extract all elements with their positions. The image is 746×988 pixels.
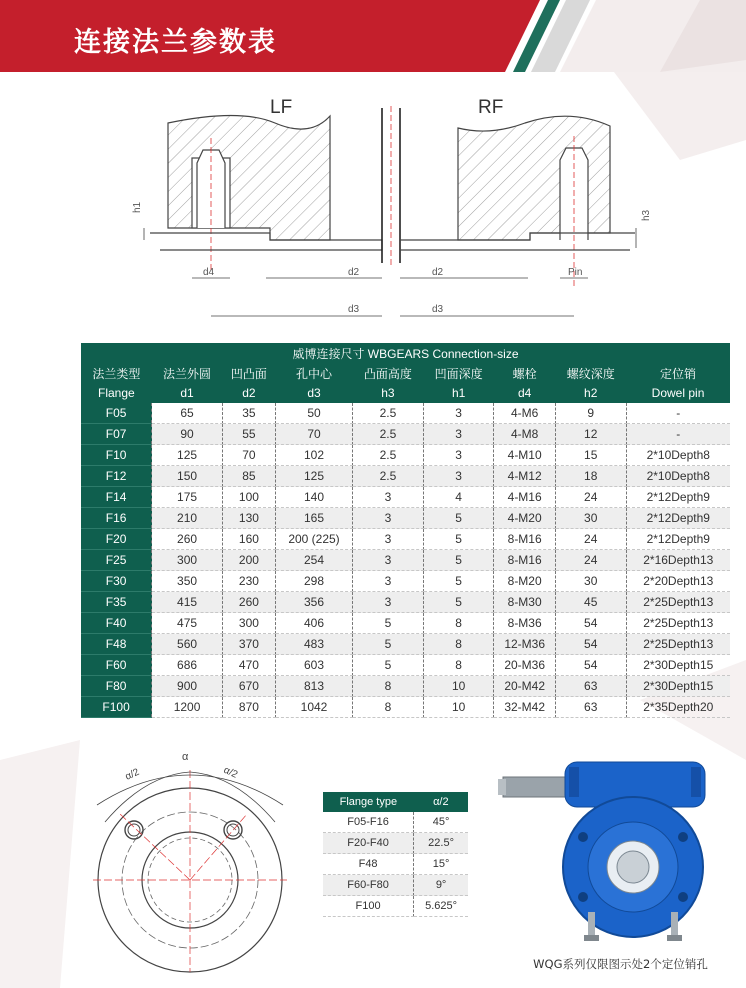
table-cell: 300 xyxy=(152,550,223,571)
table-cell: 150 xyxy=(152,466,223,487)
header-en: d1 xyxy=(152,383,223,403)
header-en: h1 xyxy=(423,383,494,403)
header-cn: 定位销 xyxy=(626,363,730,383)
table-cell: 298 xyxy=(275,571,352,592)
page-title: 连接法兰参数表 xyxy=(74,27,277,58)
table-cell: 670 xyxy=(222,676,275,697)
table-cell: 3 xyxy=(353,592,424,613)
table-cell: 24 xyxy=(555,550,626,571)
table-cell: 130 xyxy=(222,508,275,529)
table-cell: 8 xyxy=(353,676,424,697)
d2-left-label: d2 xyxy=(348,267,360,278)
table-cell: 300 xyxy=(222,613,275,634)
table-cell: 260 xyxy=(152,529,223,550)
table-cell: 30 xyxy=(555,508,626,529)
table-row xyxy=(81,613,730,634)
table-cell: 5 xyxy=(353,655,424,676)
table-row xyxy=(81,445,730,466)
table-cell: 350 xyxy=(152,571,223,592)
table-row xyxy=(81,592,730,613)
table-cell: 5 xyxy=(423,592,494,613)
table-cell: 2*16Depth13 xyxy=(626,550,730,571)
d2-right-label: d2 xyxy=(432,267,444,278)
flange-type-cell: F07 xyxy=(81,424,152,445)
angle-cell: F100 xyxy=(323,896,414,917)
header-cn: 法兰类型 xyxy=(81,363,152,383)
table-cell: 70 xyxy=(275,424,352,445)
header-en: Dowel pin xyxy=(626,383,730,403)
table-cell: 560 xyxy=(152,634,223,655)
table-cell: 2*12Depth9 xyxy=(626,487,730,508)
header-cn: 凹凸面 xyxy=(222,363,275,383)
table-cell: 2*25Depth13 xyxy=(626,592,730,613)
table-cell: 102 xyxy=(275,445,352,466)
angle-cell: F20-F40 xyxy=(323,833,414,854)
table-cell: 8 xyxy=(423,613,494,634)
header-en: h3 xyxy=(353,383,424,403)
table-cell: 2*20Depth13 xyxy=(626,571,730,592)
table-cell: 2*12Depth9 xyxy=(626,529,730,550)
header-cn: 凹面深度 xyxy=(423,363,494,383)
table-row xyxy=(81,676,730,697)
header-en: Flange xyxy=(81,383,152,403)
table-cell: 4 xyxy=(423,487,494,508)
table-cell: 24 xyxy=(555,487,626,508)
header-cn: 螺栓 xyxy=(494,363,555,383)
angle-cell: 22.5° xyxy=(414,833,468,854)
connection-size-table xyxy=(81,343,730,718)
table-cell: 813 xyxy=(275,676,352,697)
table-cell: 2.5 xyxy=(353,466,424,487)
table-cell: 50 xyxy=(275,403,352,424)
table-cell: 3 xyxy=(423,403,494,424)
table-cell: 55 xyxy=(222,424,275,445)
table-cell: 5 xyxy=(423,550,494,571)
table-row xyxy=(81,466,730,487)
table-cell: - xyxy=(626,424,730,445)
angle-cell: 15° xyxy=(414,854,468,875)
table-cell: 5 xyxy=(353,613,424,634)
table-cell: 3 xyxy=(423,445,494,466)
table-cell: 356 xyxy=(275,592,352,613)
table-cell: 8-M16 xyxy=(494,529,555,550)
alpha-label: α xyxy=(182,751,189,763)
table-cell: 3 xyxy=(353,508,424,529)
table-cell: 12-M36 xyxy=(494,634,555,655)
table-cell: 8 xyxy=(353,697,424,718)
table-cell: 2.5 xyxy=(353,424,424,445)
table-cell: 1042 xyxy=(275,697,352,718)
flange-cross-section-drawing xyxy=(130,88,650,333)
flange-angle-diagram xyxy=(75,750,305,975)
lf-label: LF xyxy=(270,97,293,118)
header-en: d4 xyxy=(494,383,555,403)
product-caption: WQG系列仅限图示处2个定位销孔 xyxy=(533,957,708,971)
table-cell: 8 xyxy=(423,655,494,676)
d3-right-label: d3 xyxy=(432,304,444,315)
table-row xyxy=(81,403,730,424)
table-cell: 5 xyxy=(353,634,424,655)
table-cell: 54 xyxy=(555,613,626,634)
table-row xyxy=(323,833,468,854)
table-cell: 8 xyxy=(423,634,494,655)
table-row xyxy=(323,812,468,833)
table-cell: 5 xyxy=(423,571,494,592)
table-cell: 3 xyxy=(353,571,424,592)
table-cell: - xyxy=(626,403,730,424)
rf-label: RF xyxy=(478,97,504,118)
table-cell: 370 xyxy=(222,634,275,655)
table-cell: 8-M30 xyxy=(494,592,555,613)
table-cell: 686 xyxy=(152,655,223,676)
table-cell: 603 xyxy=(275,655,352,676)
table-cell: 54 xyxy=(555,634,626,655)
table-cell: 24 xyxy=(555,529,626,550)
table-cell: 3 xyxy=(353,529,424,550)
table-cell: 8-M20 xyxy=(494,571,555,592)
flange-type-cell: F35 xyxy=(81,592,152,613)
table-row xyxy=(323,875,468,896)
table-row xyxy=(81,550,730,571)
table-cell: 2*25Depth13 xyxy=(626,634,730,655)
table-cell: 5 xyxy=(423,529,494,550)
table-cell: 470 xyxy=(222,655,275,676)
table-cell: 475 xyxy=(152,613,223,634)
angle-cell: 45° xyxy=(414,812,468,833)
table-cell: 2.5 xyxy=(353,403,424,424)
table-cell: 4-M6 xyxy=(494,403,555,424)
header-en: d3 xyxy=(275,383,352,403)
table-cell: 63 xyxy=(555,697,626,718)
table-cell: 125 xyxy=(275,466,352,487)
table-cell: 10 xyxy=(423,697,494,718)
table-title: 威博连接尺寸 WBGEARS Connection-size xyxy=(81,343,730,363)
angle-cell: 9° xyxy=(414,875,468,896)
table-cell: 3 xyxy=(423,466,494,487)
table-cell: 20-M36 xyxy=(494,655,555,676)
flange-type-cell: F40 xyxy=(81,613,152,634)
table-cell: 260 xyxy=(222,592,275,613)
table-cell: 90 xyxy=(152,424,223,445)
table-cell: 4-M10 xyxy=(494,445,555,466)
flange-type-cell: F30 xyxy=(81,571,152,592)
header xyxy=(0,0,746,72)
table-cell: 54 xyxy=(555,655,626,676)
table-cell: 63 xyxy=(555,676,626,697)
table-cell: 5 xyxy=(423,508,494,529)
header-cn: 凸面高度 xyxy=(353,363,424,383)
flange-type-cell: F100 xyxy=(81,697,152,718)
angle-cell: F60-F80 xyxy=(323,875,414,896)
table-cell: 165 xyxy=(275,508,352,529)
angle-cell: F48 xyxy=(323,854,414,875)
table-cell: 175 xyxy=(152,487,223,508)
table-cell: 4-M16 xyxy=(494,487,555,508)
table-cell: 8-M16 xyxy=(494,550,555,571)
table-cell: 12 xyxy=(555,424,626,445)
h1-label: h1 xyxy=(132,201,143,213)
table-cell: 415 xyxy=(152,592,223,613)
table-cell: 160 xyxy=(222,529,275,550)
table-cell: 2*10Depth8 xyxy=(626,445,730,466)
table-row xyxy=(81,571,730,592)
flange-type-cell: F60 xyxy=(81,655,152,676)
table-cell: 2*35Depth20 xyxy=(626,697,730,718)
angle-cell: 5.625° xyxy=(414,896,468,917)
table-row xyxy=(81,529,730,550)
table-row xyxy=(81,487,730,508)
table-cell: 85 xyxy=(222,466,275,487)
table-cell: 2.5 xyxy=(353,445,424,466)
table-cell: 230 xyxy=(222,571,275,592)
table-cell: 10 xyxy=(423,676,494,697)
table-body xyxy=(81,403,730,718)
table-cell: 35 xyxy=(222,403,275,424)
h3-label: h3 xyxy=(641,209,652,221)
table-cell: 45 xyxy=(555,592,626,613)
flange-type-cell: F05 xyxy=(81,403,152,424)
pin-label: Pin xyxy=(568,267,583,278)
half-angle-right-label: α/2 xyxy=(221,764,240,781)
table-cell: 18 xyxy=(555,466,626,487)
table-cell: 1200 xyxy=(152,697,223,718)
table-row xyxy=(81,697,730,718)
table-cell: 4-M20 xyxy=(494,508,555,529)
header-en: d2 xyxy=(222,383,275,403)
table-cell: 140 xyxy=(275,487,352,508)
angle-table-body xyxy=(323,812,468,917)
flange-type-cell: F25 xyxy=(81,550,152,571)
table-cell: 406 xyxy=(275,613,352,634)
table-cell: 3 xyxy=(353,550,424,571)
angle-header: α/2 xyxy=(414,792,468,812)
half-angle-left-label: α/2 xyxy=(123,766,142,783)
header-cn: 孔中心 xyxy=(275,363,352,383)
table-cell: 9 xyxy=(555,403,626,424)
header-cn: 螺纹深度 xyxy=(555,363,626,383)
gearbox-product-image xyxy=(493,757,728,947)
table-cell: 20-M42 xyxy=(494,676,555,697)
table-cell: 200 xyxy=(222,550,275,571)
d3-left-label: d3 xyxy=(348,304,360,315)
table-cell: 30 xyxy=(555,571,626,592)
table-cell: 3 xyxy=(423,424,494,445)
table-row xyxy=(81,508,730,529)
flange-type-cell: F14 xyxy=(81,487,152,508)
header-cn: 法兰外圆 xyxy=(152,363,223,383)
table-cell: 2*10Depth8 xyxy=(626,466,730,487)
table-cell: 32-M42 xyxy=(494,697,555,718)
flange-type-cell: F20 xyxy=(81,529,152,550)
table-cell: 100 xyxy=(222,487,275,508)
table-cell: 254 xyxy=(275,550,352,571)
flange-type-cell: F80 xyxy=(81,676,152,697)
table-row xyxy=(81,424,730,445)
flange-type-cell: F10 xyxy=(81,445,152,466)
table-row xyxy=(323,854,468,875)
flange-type-cell: F16 xyxy=(81,508,152,529)
flange-type-cell: F12 xyxy=(81,466,152,487)
table-row xyxy=(323,896,468,917)
table-cell: 2*12Depth9 xyxy=(626,508,730,529)
table-cell: 125 xyxy=(152,445,223,466)
table-cell: 4-M8 xyxy=(494,424,555,445)
table-cell: 210 xyxy=(152,508,223,529)
header-en: h2 xyxy=(555,383,626,403)
table-cell: 70 xyxy=(222,445,275,466)
table-cell: 870 xyxy=(222,697,275,718)
flange-angle-table xyxy=(323,792,468,917)
table-cell: 15 xyxy=(555,445,626,466)
table-row xyxy=(81,634,730,655)
angle-header: Flange type xyxy=(323,792,414,812)
table-cell: 900 xyxy=(152,676,223,697)
table-cell: 2*30Depth15 xyxy=(626,655,730,676)
table-cell: 2*30Depth15 xyxy=(626,676,730,697)
d4-label: d4 xyxy=(203,267,215,278)
table-cell: 8-M36 xyxy=(494,613,555,634)
table-cell: 4-M12 xyxy=(494,466,555,487)
table-cell: 483 xyxy=(275,634,352,655)
table-cell: 2*25Depth13 xyxy=(626,613,730,634)
table-cell: 200 (225) xyxy=(275,529,352,550)
table-cell: 65 xyxy=(152,403,223,424)
angle-cell: F05-F16 xyxy=(323,812,414,833)
table-row xyxy=(81,655,730,676)
table-cell: 3 xyxy=(353,487,424,508)
flange-type-cell: F48 xyxy=(81,634,152,655)
